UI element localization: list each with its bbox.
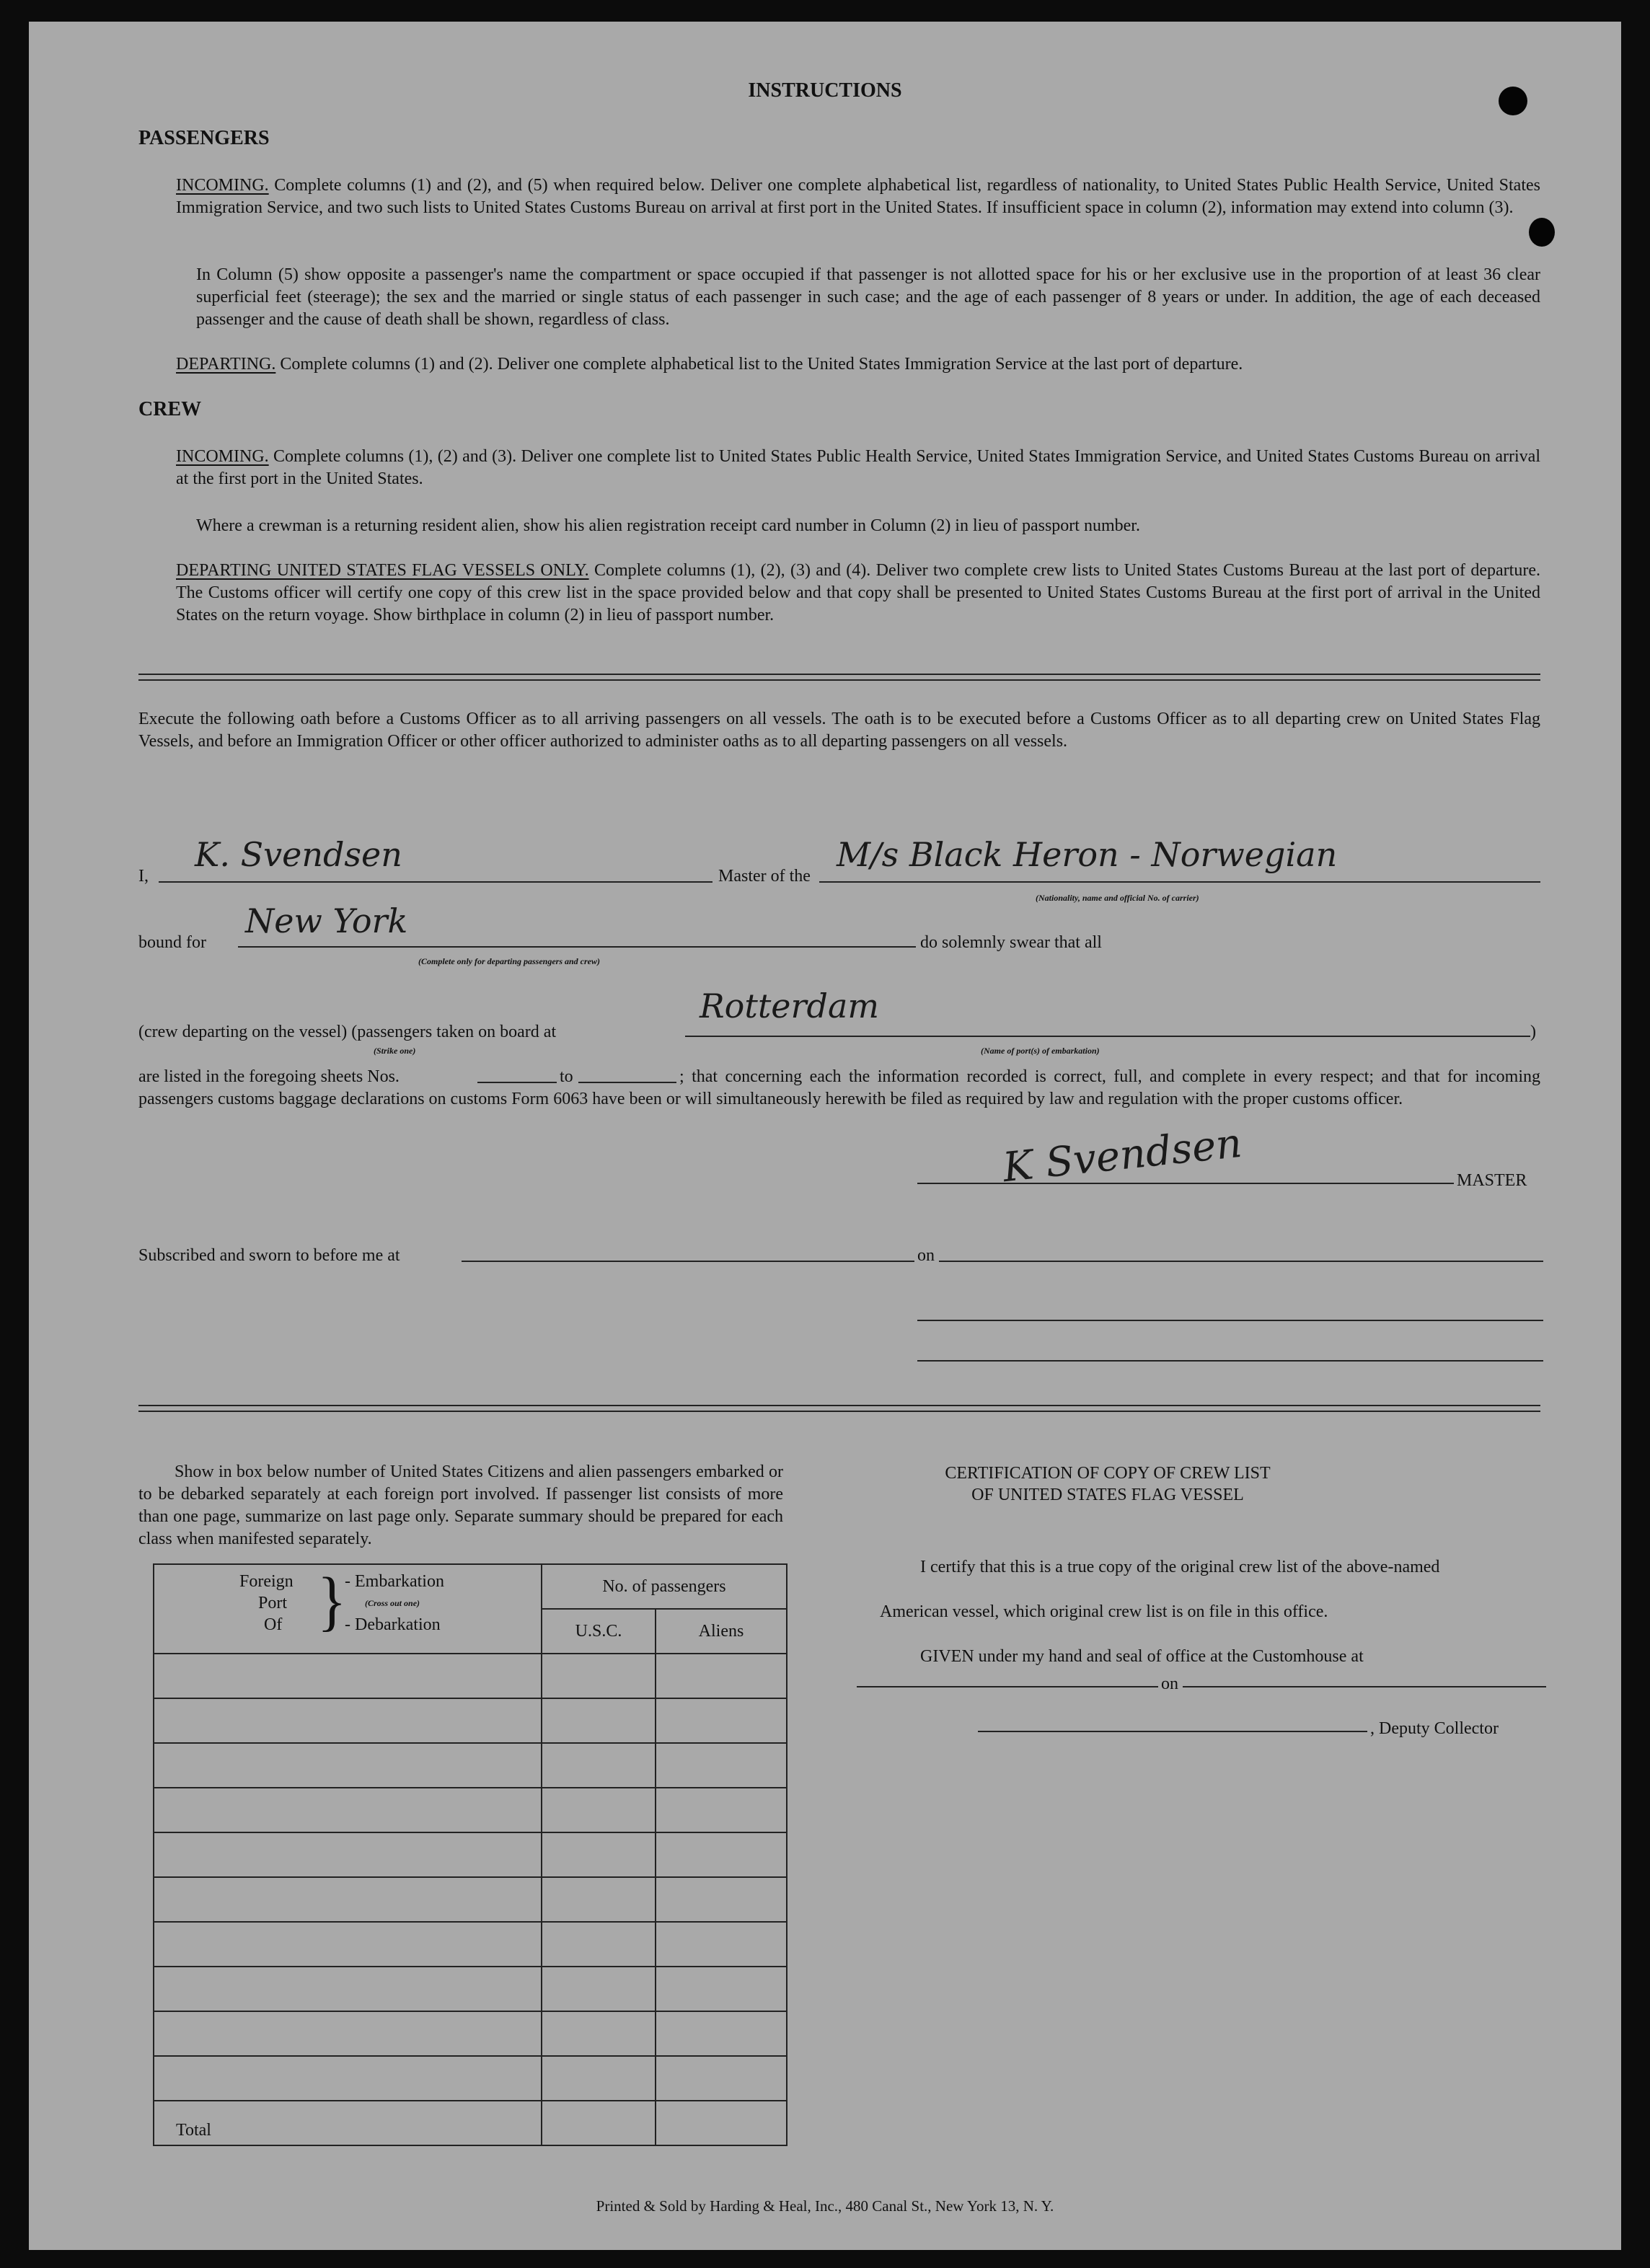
debarkation-label: - Debarkation	[345, 1615, 441, 1634]
usc-cell[interactable]	[542, 1788, 656, 1832]
of-label: Of	[264, 1615, 283, 1634]
usc-cell[interactable]	[542, 1877, 656, 1922]
crew-incoming-text: Complete columns (1), (2) and (3). Deliver one complete list to United States Public Health Service, United States Immigration Service, and United States Customs Bureau on arrival at the first port in the United States.	[176, 447, 1540, 488]
table-row	[154, 1743, 787, 1788]
usc-cell[interactable]	[542, 1967, 656, 2011]
aliens-total-cell[interactable]	[656, 2101, 787, 2145]
port-cell[interactable]	[154, 1654, 542, 1698]
aliens-header: Aliens	[656, 1609, 787, 1654]
listed-b-text	[138, 1066, 1540, 1111]
subscribed-place-line	[462, 1261, 914, 1262]
punch-hole-middle	[1529, 218, 1555, 247]
crew-incoming-paragraph	[176, 446, 1540, 490]
bound-caption: (Complete only for departing passengers and crew)	[418, 956, 600, 966]
master-label: MASTER	[1457, 1171, 1527, 1190]
table-row	[154, 1698, 787, 1743]
foreign-port-header	[154, 1564, 542, 1654]
port-cell[interactable]	[154, 2011, 542, 2056]
certification-title-2: OF UNITED STATES FLAG VESSEL	[971, 1486, 1244, 1504]
port-caption: (Name of port(s) of embarkation)	[981, 1046, 1100, 1056]
aliens-cell[interactable]	[656, 1877, 787, 1922]
subscribed-date-line	[939, 1261, 1543, 1262]
certification-on-label: on	[1161, 1674, 1178, 1693]
summary-instructions: Show in box below number of United States Citizens and alien passengers embarked or to be debarked separately at each foreign port involved. If passenger list consists of more than one page, summarize on last page only. Separate summary should be prepared for each class when manifested separately.	[138, 1462, 783, 1548]
port-cell[interactable]	[154, 1922, 542, 1967]
aliens-cell[interactable]	[656, 1967, 787, 2011]
usc-cell[interactable]	[542, 1922, 656, 1967]
port-cell[interactable]	[154, 1698, 542, 1743]
certification-text-1: I certify that this is a true copy of the original crew list of the above-named	[920, 1558, 1440, 1576]
certification-text-2: American vessel, which original crew list is on file in this office.	[880, 1602, 1328, 1621]
no-passengers-header: No. of passengers	[542, 1564, 787, 1609]
aliens-cell[interactable]	[656, 2011, 787, 2056]
crew-flag-label: DEPARTING UNITED STATES FLAG VESSELS ONLY.	[176, 561, 589, 580]
passengers-incoming-text: Complete columns (1) and (2), and (5) when required below. Deliver one complete alphabetical list, regardless of nationality, to United States Public Health Service, United States Immigration Service, and two such lists to United States Customs Bureau on arrival at first port in the United States. If insufficient space in column (2), information may extend into column (3).	[176, 176, 1540, 217]
master-of-label: Master of the	[718, 867, 811, 886]
port-cell[interactable]	[154, 2056, 542, 2101]
table-row	[154, 1877, 787, 1922]
brace-icon: }	[317, 1564, 347, 1638]
listed-b-content: ; that concerning each the information recorded is correct, full, and complete in every respect; and that for incoming passengers customs baggage declarations on customs Form 6063 have been or will simultaneously herewith be filed as required by law and regulation with the proper customs officer.	[138, 1067, 1540, 1108]
port-cell[interactable]	[154, 1743, 542, 1788]
divider-middle	[138, 1405, 1540, 1412]
usc-cell[interactable]	[542, 1654, 656, 1698]
crew-resident-paragraph: Where a crewman is a returning resident alien, show his alien registration receipt card number in Column (2) in lieu of passport number.	[196, 516, 1140, 535]
port-cell[interactable]	[154, 1788, 542, 1832]
usc-cell[interactable]	[542, 1743, 656, 1788]
usc-header: U.S.C.	[542, 1609, 656, 1654]
crew-incoming-label: INCOMING.	[176, 447, 269, 466]
column5-paragraph: In Column (5) show opposite a passenger's name the compartment or space occupied if that passenger is not allotted space for his or her exclusive use in the proportion of at least 36 clear superficial feet (steerage); the sex and the married or single status of each passenger in such case; and the age of each passenger of 8 years or under. In addition, the age of each deceased passenger and the cause of death shall be shown, regardless of class.	[196, 265, 1540, 329]
aliens-cell[interactable]	[656, 1698, 787, 1743]
total-row	[154, 2101, 787, 2145]
aliens-cell[interactable]	[656, 1654, 787, 1698]
passengers-departing-paragraph	[176, 353, 1540, 376]
bound-for-handwritten: New York	[245, 901, 408, 940]
bound-for-line	[238, 946, 916, 948]
crew-flag-paragraph	[176, 560, 1540, 627]
certification-text-3: GIVEN under my hand and seal of office at the Customhouse at	[920, 1647, 1364, 1666]
customhouse-line	[857, 1686, 1158, 1687]
cross-out-caption: (Cross out one)	[365, 1598, 420, 1608]
usc-cell[interactable]	[542, 1698, 656, 1743]
vessel-line	[819, 881, 1540, 883]
officer-line-2	[917, 1360, 1543, 1362]
subscribed-label: Subscribed and sworn to before me at	[138, 1246, 400, 1265]
crew-heading: CREW	[138, 398, 202, 420]
usc-cell[interactable]	[542, 2056, 656, 2101]
usc-total-cell[interactable]	[542, 2101, 656, 2145]
port-label: Port	[258, 1594, 288, 1612]
port-close-paren: )	[1530, 1023, 1536, 1041]
certification-date-line	[1183, 1686, 1546, 1687]
port-handwritten: Rotterdam	[700, 987, 880, 1025]
certification-title-1: CERTIFICATION OF COPY OF CREW LIST	[945, 1464, 1271, 1483]
crew-flag-text: Complete columns (1), (2), (3) and (4). Deliver two complete crew lists to United States Customs Bureau at the last port of departure. The Customs officer will certify one copy of this crew list in the space provided below and that copy shall be presented to United States Customs Bureau at the first port of arrival in the United States on the return voyage. Show birthplace in column (2) in lieu of passport number.	[176, 561, 1540, 625]
printer-footer: Printed & Sold by Harding & Heal, Inc., 480 Canal St., New York 13, N. Y.	[596, 2197, 1054, 2215]
port-cell[interactable]	[154, 1967, 542, 2011]
aliens-cell[interactable]	[656, 1743, 787, 1788]
table-row	[154, 1654, 787, 1698]
oath-i-label: I,	[138, 867, 149, 886]
crew-departing-text: (crew departing on the vessel) (passengers taken on board at	[138, 1023, 557, 1041]
passengers-departing-text: Complete columns (1) and (2). Deliver one complete alphabetical list to the United States Immigration Service at the last port of departure.	[275, 355, 1243, 374]
passengers-heading: PASSENGERS	[138, 127, 270, 149]
passenger-summary-table	[153, 1563, 788, 2146]
aliens-cell[interactable]	[656, 1788, 787, 1832]
usc-cell[interactable]	[542, 2011, 656, 2056]
table-row	[154, 1967, 787, 2011]
deputy-collector-line	[978, 1731, 1367, 1732]
embarkation-label: - Embarkation	[345, 1572, 444, 1591]
master-signature: K Svendsen	[1000, 1119, 1245, 1192]
swear-text: do solemnly swear that all	[920, 933, 1102, 952]
usc-cell[interactable]	[542, 1832, 656, 1877]
passengers-incoming-paragraph	[176, 175, 1540, 219]
aliens-cell[interactable]	[656, 1832, 787, 1877]
subscribed-on-label: on	[917, 1246, 935, 1265]
oath-intro: Execute the following oath before a Customs Officer as to all arriving passengers on all vessels. The oath is to be executed before a Customs Officer as to all departing crew on United States Flag Vessels, and before an Immigration Officer or other officer authorized to administer oaths as to all departing passengers on all vessels.	[138, 710, 1540, 751]
divider-top	[138, 674, 1540, 681]
table-row	[154, 1922, 787, 1967]
passengers-incoming-label: INCOMING.	[176, 176, 269, 195]
port-cell[interactable]	[154, 1877, 542, 1922]
page-title: INSTRUCTIONS	[748, 79, 902, 102]
master-signature-line	[917, 1183, 1454, 1184]
total-label: Total	[154, 2101, 542, 2145]
to-label: to	[560, 1067, 573, 1086]
document-page	[29, 22, 1621, 2250]
strike-caption: (Strike one)	[374, 1046, 416, 1056]
vessel-handwritten: M/s Black Heron - Norwegian	[837, 835, 1338, 874]
aliens-cell[interactable]	[656, 2056, 787, 2101]
table-row	[154, 2011, 787, 2056]
port-line	[685, 1036, 1530, 1037]
aliens-cell[interactable]	[656, 1922, 787, 1967]
master-name-handwritten: K. Svendsen	[195, 835, 402, 874]
port-cell[interactable]	[154, 1832, 542, 1877]
vessel-caption: (Nationality, name and official No. of carrier)	[1036, 893, 1199, 903]
table-row	[154, 2056, 787, 2101]
bound-for-label: bound for	[138, 933, 206, 952]
table-row	[154, 1832, 787, 1877]
master-name-line	[159, 881, 712, 883]
deputy-collector-label: , Deputy Collector	[1370, 1719, 1499, 1738]
passengers-departing-label: DEPARTING.	[176, 355, 276, 374]
officer-line-1	[917, 1320, 1543, 1321]
table-row	[154, 1788, 787, 1832]
foreign-label: Foreign	[239, 1572, 294, 1591]
listed-a-text: are listed in the foregoing sheets Nos.	[138, 1067, 400, 1086]
